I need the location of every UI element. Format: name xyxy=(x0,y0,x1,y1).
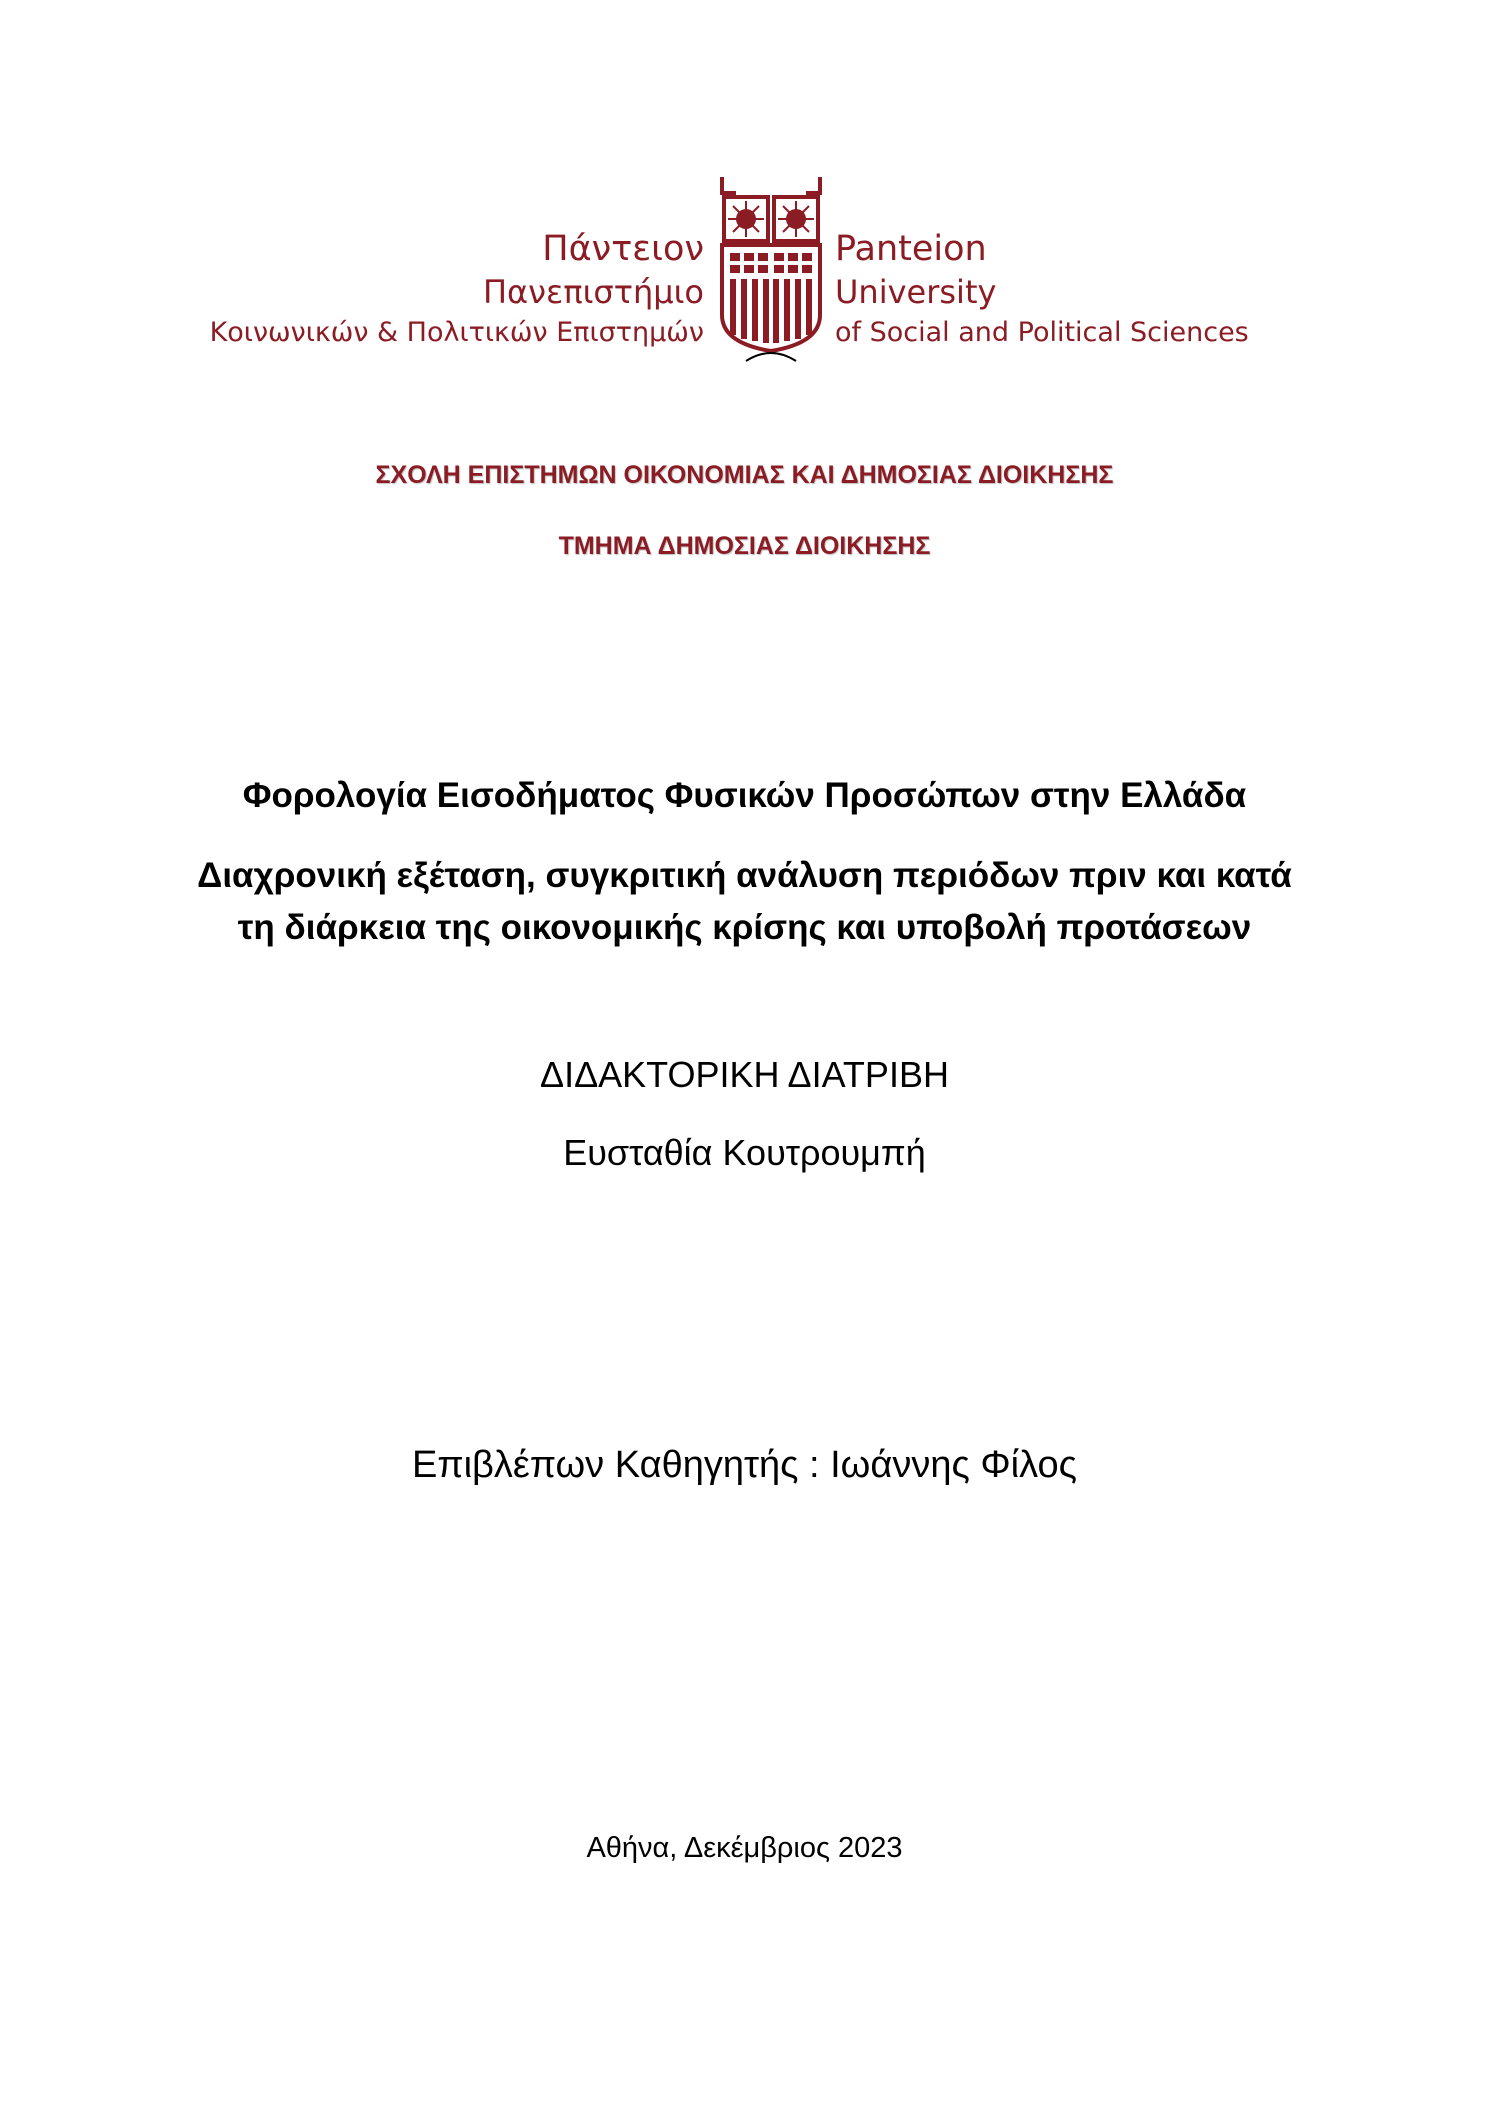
logo-greek-line3: Κοινωνικών & Πολιτικών Επιστημών xyxy=(209,317,704,348)
logo-english-line3: of Social and Political Sciences xyxy=(835,317,1249,348)
logo-english-line2: University xyxy=(835,273,997,311)
logo-greek-line2: Πανεπιστήμιο xyxy=(482,273,704,311)
thesis-title: Φορολογία Εισοδήματος Φυσικών Προσώπων στην Ελλάδα xyxy=(242,776,1247,815)
place-date: Αθήνα, Δεκέμβριος 2023 xyxy=(586,1832,903,1864)
logo-greek-line1: Πάντειον xyxy=(542,229,704,269)
department-name: ΤΜΗΜΑ ΔΗΜΟΣΙΑΣ ΔΙΟΙΚΗΣΗΣ xyxy=(558,532,931,560)
logo-english-text xyxy=(835,227,1249,353)
thesis-subtitle-line1: Διαχρονική εξέταση, συγκριτική ανάλυση περιόδων πριν και κατά xyxy=(197,856,1292,895)
supervisor: Επιβλέπων Καθηγητής : Ιωάννης Φίλος xyxy=(412,1444,1077,1486)
logo-greek-text xyxy=(210,227,704,353)
logo-english-line1: Panteion xyxy=(835,229,987,269)
university-logo xyxy=(0,175,1489,365)
author-name: Ευσταθία Κουτρουμπή xyxy=(563,1132,926,1173)
thesis-type: ΔΙΔΑΚΤΟΡΙΚΗ ΔΙΑΤΡΙΒΗ xyxy=(540,1054,949,1095)
school-name: ΣΧΟΛΗ ΕΠΙΣΤΗΜΩΝ ΟΙΚΟΝΟΜΙΑΣ ΚΑΙ ΔΗΜΟΣΙΑΣ ΔΙΟΙΚΗΣΗΣ xyxy=(375,461,1114,489)
thesis-subtitle-line2: τη διάρκεια της οικονομικής κρίσης και υποβολή προτάσεων xyxy=(237,908,1252,947)
university-seal-icon xyxy=(716,175,826,365)
